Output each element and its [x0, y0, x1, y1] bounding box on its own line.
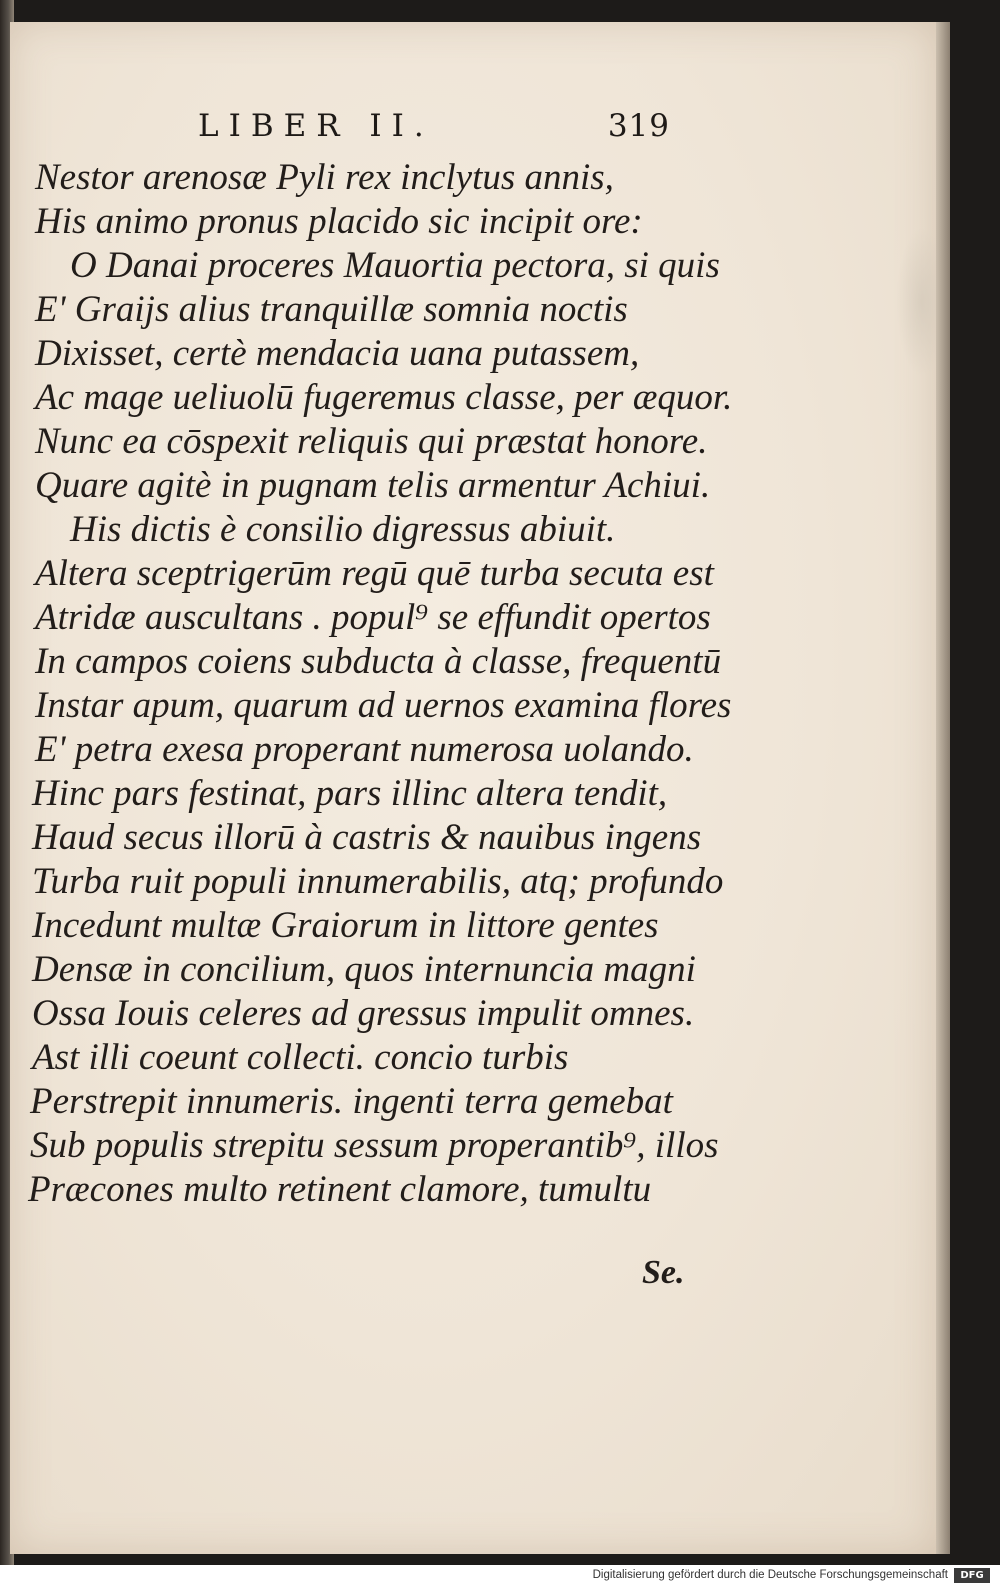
catchword: Se.	[642, 1254, 685, 1291]
verse-line-11: Atridæ auscultans . popul⁹ se effundit opertos	[35, 597, 711, 638]
verse-line-22: Perstrepit innumeris. ingenti terra gemebat	[30, 1081, 673, 1122]
dfg-logo: DFG	[954, 1568, 990, 1583]
verse-line-8: Quare agitè in pugnam telis armentur Achiui.	[35, 465, 711, 506]
verse-line-13: Instar apum, quarum ad uernos examina flores	[35, 685, 732, 726]
verse-line-10: Altera sceptrigerūm regū quē turba secuta est	[35, 553, 714, 594]
verse-line-17: Turba ruit populi innumerabilis, atq; profundo	[32, 861, 724, 902]
verse-line-21: Ast illi coeunt collecti. concio turbis	[32, 1037, 569, 1078]
verse-line-1: Nestor arenosæ Pyli rex inclytus annis,	[35, 157, 614, 198]
verse-line-2: His animo pronus placido sic incipit ore:	[35, 201, 643, 242]
verse-line-15: Hinc pars festinat, pars illinc altera tendit,	[32, 773, 668, 814]
verse-line-12: In campos coiens subducta à classe, frequentū	[35, 641, 722, 682]
verse-line-20: Ossa Iouis celeres ad gressus impulit omnes.	[32, 993, 695, 1034]
book-edge-right	[936, 22, 950, 1554]
verse-line-24: Præcones multo retinent clamore, tumultu	[28, 1169, 652, 1210]
page-number: 319	[607, 108, 670, 144]
verse-line-6: Ac mage ueliuolū fugeremus classe, per æquor.	[35, 377, 733, 418]
running-head: LIBER II.	[198, 108, 434, 144]
verse-line-3: O Danai proceres Mauortia pectora, si quis	[70, 245, 720, 286]
verse-line-14: E' petra exesa properant numerosa uolando.	[35, 729, 694, 770]
footer-band	[0, 1565, 1000, 1588]
verse-line-23: Sub populis strepitu sessum properantib⁹, illos	[30, 1125, 719, 1166]
verse-line-7: Nunc ea cōspexit reliquis qui præstat honore.	[35, 421, 708, 462]
verse-line-18: Incedunt multæ Graiorum in littore gentes	[32, 905, 659, 946]
verse-line-16: Haud secus illorū à castris & nauibus ingens	[32, 817, 702, 858]
funding-credit: Digitalisierung gefördert durch die Deutsche Forschungsgemeinschaft	[592, 1569, 948, 1581]
page-header	[198, 108, 678, 148]
book-page	[10, 22, 936, 1554]
verse-line-4: E' Graijs alius tranquillæ somnia noctis	[35, 289, 628, 330]
verse-line-9: His dictis è consilio digressus abiuit.	[70, 509, 616, 550]
verse-line-5: Dixisset, certè mendacia uana putassem,	[35, 333, 640, 374]
verse-line-19: Densæ in concilium, quos internuncia magni	[32, 949, 696, 990]
